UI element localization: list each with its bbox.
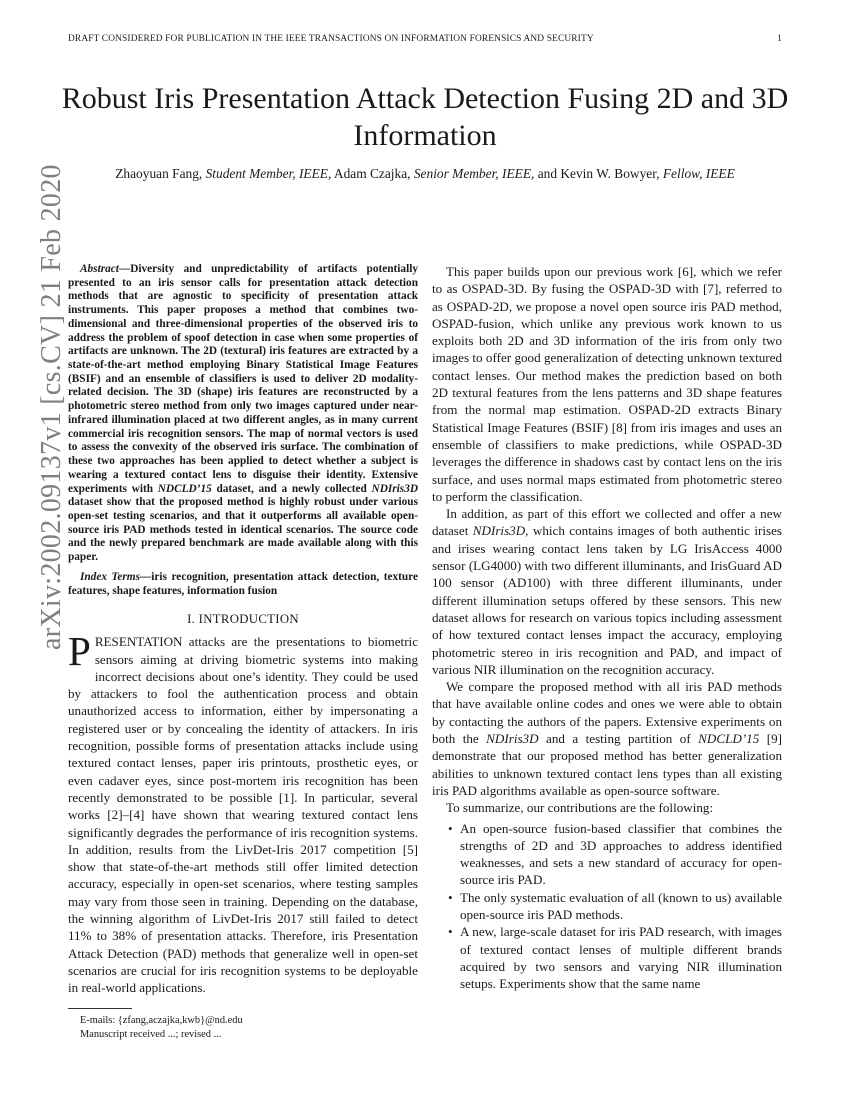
- running-head: [68, 34, 782, 44]
- index-terms-label: Index Terms: [80, 570, 140, 583]
- intro-paragraph-4-text-a: We compare the proposed method with all iris PAD methods that have available online codes and ones we were able to obtain by contacting the authors of the papers. Extensive experiments on both the: [432, 679, 782, 747]
- page-number: 1: [777, 34, 782, 44]
- running-head-text: DRAFT CONSIDERED FOR PUBLICATION IN THE IEEE TRANSACTIONS ON INFORMATION FORENSICS AND SECURITY: [68, 34, 594, 44]
- intro-paragraph-4-dataset-1: NDIris3D: [486, 731, 539, 747]
- left-column: [68, 263, 418, 996]
- footnote-divider: [68, 1008, 132, 1009]
- footnote-emails: E-mails: {zfang,aczajka,kwb}@nd.edu: [80, 1015, 243, 1026]
- intro-paragraph-4-text-c: [9] demonstrate that our proposed method has better generalization abilities to unknown textured contact lens types than all existing iris PAD algorithms available as open-source software.: [432, 731, 782, 798]
- author-1-name: Zhaoyuan Fang,: [115, 166, 206, 181]
- footnote-manuscript: Manuscript received ...; revised ...: [80, 1029, 222, 1040]
- intro-paragraph-3: [432, 505, 782, 678]
- intro-paragraph-2: This paper builds upon our previous work [6], which we refer to as OSPAD-3D. By fusing the OSPAD-3D with [7], referred to as OSPAD-2D, we propose a novel open source iris PAD method, OSPAD-fusion, which unlike any previous work known to us exploits both 2D and 3D information of the iris from only two images to offer good generalization of detecting unknown textured contact lenses. Our method makes the prediction based on both 2D textural features from the lens patterns and 3D shape features from the normal map estimation. OSPAD-2D extracts Binary Statistical Image Features (BSIF) [8] from iris images and uses an ensemble of classifiers to make predictions, while OSPAD-3D leverages the difference in shadows cast by contact lens on the iris surface, and uses normal maps estimated from photometric stereo to perform the classification.: [432, 264, 782, 504]
- intro-paragraph-4: [432, 678, 782, 799]
- author-3-name: and Kevin W. Bowyer,: [534, 166, 663, 181]
- intro-paragraph-3-dataset: NDIris3D: [472, 523, 526, 539]
- abstract-text-3: dataset show that the proposed method is highly robust under various open-set testing scenarios, and that it outperforms all available open-source iris PAD methods tested in identical scenarios. The source code and the newly prepared benchmark are made available along with this paper.: [68, 496, 418, 564]
- section-heading-introduction: [68, 612, 418, 627]
- bullet-icon: •: [448, 820, 453, 836]
- list-item-text: An open-source fusion-based classifier that combines the strengths of 2D and 3D approaches to address identified weaknesses, and sets a new standard of accuracy for open-source iris PAD.: [460, 820, 782, 888]
- author-3-role: Fellow, IEEE: [662, 166, 735, 181]
- section-numeral: I.: [187, 612, 199, 627]
- intro-paragraph-3-text-b: , which contains images of both authentic irises and irises wearing contact lens taken by LG IrisAccess 4000 sensor (LG4000) with two different illuminants, and IrisGuard AD 100 sensor (AD100) with three different illuminants, under different illumination setups offered by these sensors. This new dataset allows for research on various topics including assessment of how textured contact lenses impact the accuracy, employing photometric stereo in iris recognition and PAD, and impact of various NIR illumination on the recognition accuracy.: [432, 523, 782, 677]
- author-list: [110, 164, 740, 183]
- abstract-text-2: dataset, and a newly collected: [211, 482, 372, 495]
- intro-paragraph-3-text-a: In addition, as part of this effort we collected and offer a new dataset: [432, 506, 782, 539]
- drop-cap: P: [68, 628, 91, 675]
- author-2-name: Adam Czajka,: [331, 166, 414, 181]
- abstract-text-1: —Diversity and unpredictability of artifacts potentially presented to an iris sensor calls for presentation attack detection methods that are agnostic to specificity of presentation attack instruments. This paper proposes a method that combines two-dimensional and three-dimensional properties of the observed iris to address the problem of spoof detection in case when some properties of artifacts are unknown. The 2D (textural) iris features are extracted by a state-of-the-art method employing Binary Statistical Image Features (BSIF) and an ensemble of classifiers is used to deliver 2D modality-related decision. The 3D (shape) iris features are reconstructed by a photometric stereo method from only two images captured under near-infrared illumination placed at two different angles, as in many current commercial iris recognition sensors. The map of normal vectors is used to assess the convexity of the observed iris surface. The combination of these two approaches has been applied to detect whether a subject is wearing a textured contact lens to disguise their identity. Extensive experiments with: [68, 263, 418, 495]
- intro-first-word: RESENTATION: [94, 634, 183, 650]
- intro-paragraph-4-text-b: and a testing partition of: [538, 731, 699, 747]
- intro-paragraph-5: To summarize, our contributions are the following:: [446, 800, 714, 816]
- intro-paragraph-1: [68, 628, 418, 996]
- author-1-role: Student Member, IEEE,: [205, 166, 332, 181]
- index-terms: [68, 571, 418, 598]
- list-item: [432, 923, 782, 992]
- section-title-initial: I: [198, 612, 204, 627]
- list-item: [432, 820, 782, 889]
- paper-title: Robust Iris Presentation Attack Detection Fusing 2D and 3D Information: [61, 82, 789, 152]
- index-terms-text: —iris recognition, presentation attack detection, texture features, shape features, information fusion: [68, 570, 419, 597]
- list-item-text: The only systematic evaluation of all (known to us) available open-source iris PAD methods.: [460, 889, 782, 922]
- abstract-dataset-1: NDCLD’15: [157, 482, 212, 495]
- right-column: [432, 263, 782, 992]
- section-title-rest: NTRODUCTION: [203, 612, 299, 627]
- intro-paragraph-4-dataset-2: NDCLD’15: [698, 731, 760, 747]
- footnote: [80, 1014, 243, 1042]
- abstract-label: Abstract: [80, 263, 119, 275]
- contributions-list: [432, 820, 782, 993]
- list-item-text: A new, large-scale dataset for iris PAD research, with images of textured contact lenses of multiple different brands acquired by two sensors and varying NIR illumination setups. Experiments show that the same name: [460, 924, 782, 992]
- arxiv-stamp: arXiv:2002.09137v1 [cs.CV] 21 Feb 2020: [36, 164, 67, 650]
- bullet-icon: •: [448, 924, 453, 940]
- list-item: [432, 889, 782, 924]
- abstract-dataset-2: NDIris3D: [371, 482, 418, 495]
- abstract: [68, 263, 418, 565]
- bullet-icon: •: [448, 889, 453, 905]
- intro-paragraph-1-text: attacks are the presentations to biometric sensors aiming at driving biometric systems into making incorrect decisions about one’s identity. They could be used by attackers to fool the authentication process and obtain unauthorized access to information, either by impersonating a registered user or by concealing the identity of attackers. In iris recognition, possible forms of presentation attacks include using textured contact lenses, paper iris printouts, prosthetic eyes, or even cadaver eyes, since post-mortem iris recognition has been recently demonstrated to be possible [1]. In particular, several works [2]–[4] have shown that wearing textured contact lens significantly degrades the performance of iris recognition systems. In addition, results from the LivDet-Iris 2017 competition [5] show that state-of-the-art methods still offer limited detection accuracy, especially in open-set scenarios, where testing samples may vary from those seen in training. Depending on the database, the winning algorithm of LivDet-Iris 2017 still failed to detect 11% to 38% of presentation attacks. Therefore, iris Presentation Attack Detection (PAD) methods that generalize well in open-set scenarios are crucial for iris recognition systems to be deployable in real-world applications.: [68, 634, 418, 996]
- author-2-role: Senior Member, IEEE,: [413, 166, 535, 181]
